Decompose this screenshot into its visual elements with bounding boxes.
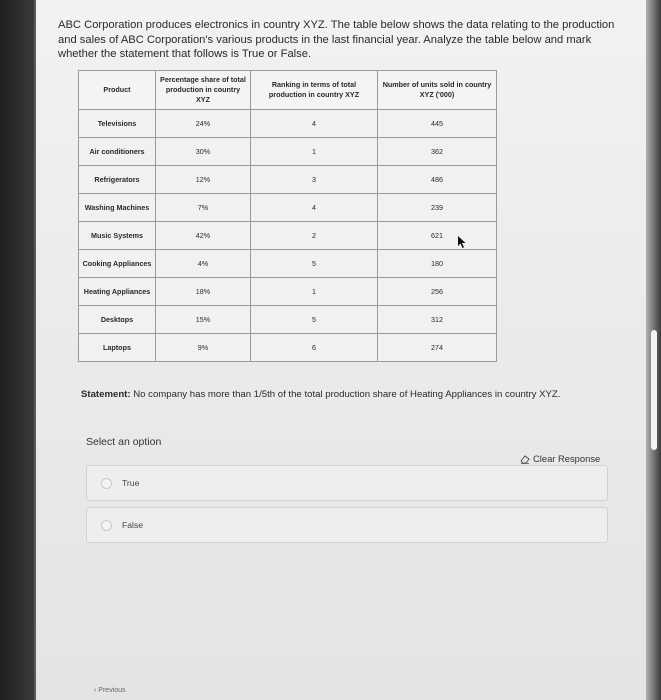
cell-units: 274 bbox=[378, 334, 497, 362]
table-row bbox=[79, 334, 497, 362]
cell-rank: 6 bbox=[251, 334, 378, 362]
cell-units: 312 bbox=[378, 306, 497, 334]
cell-product: Cooking Appliances bbox=[79, 250, 156, 278]
select-option-label: Select an option bbox=[86, 436, 162, 448]
clear-response-label: Clear Response bbox=[533, 453, 601, 464]
header-units: Number of units sold in country XYZ ('000) bbox=[378, 71, 497, 110]
dark-edge-left bbox=[0, 0, 34, 700]
table-row bbox=[79, 278, 497, 306]
statement-body: No company has more than 1/5th of the total production share of Heating Appliances in country XYZ. bbox=[133, 389, 561, 400]
table-row bbox=[79, 250, 497, 278]
clear-response-button[interactable] bbox=[520, 453, 600, 464]
cell-units: 180 bbox=[378, 250, 497, 278]
mouse-cursor-icon bbox=[458, 236, 466, 248]
previous-button[interactable] bbox=[94, 687, 126, 694]
table-row bbox=[79, 222, 497, 250]
header-share: Percentage share of total production in country XYZ bbox=[156, 71, 251, 110]
header-product: Product bbox=[79, 71, 156, 110]
cell-rank: 4 bbox=[251, 194, 378, 222]
cell-units: 362 bbox=[378, 138, 497, 166]
cell-units: 621 bbox=[378, 222, 497, 250]
cell-product: Laptops bbox=[79, 334, 156, 362]
cell-share: 12% bbox=[156, 166, 251, 194]
cell-share: 4% bbox=[156, 250, 251, 278]
cell-share: 15% bbox=[156, 306, 251, 334]
eraser-icon bbox=[520, 454, 530, 464]
cell-rank: 4 bbox=[251, 110, 378, 138]
cell-units: 239 bbox=[378, 194, 497, 222]
question-panel bbox=[36, 0, 646, 700]
cell-rank: 5 bbox=[251, 306, 378, 334]
cell-rank: 3 bbox=[251, 166, 378, 194]
question-line: and sales of ABC Corporation's various products in the last financial year. Analyze the table below and mark bbox=[58, 33, 592, 46]
radio-true[interactable] bbox=[101, 478, 112, 489]
statement-text bbox=[81, 389, 641, 400]
cell-rank: 1 bbox=[251, 138, 378, 166]
cell-product: Heating Appliances bbox=[79, 278, 156, 306]
statement-label: Statement: bbox=[81, 389, 131, 400]
cell-share: 42% bbox=[156, 222, 251, 250]
radio-false[interactable] bbox=[101, 520, 112, 531]
cell-product: Refrigerators bbox=[79, 166, 156, 194]
cell-product: Desktops bbox=[79, 306, 156, 334]
cell-share: 9% bbox=[156, 334, 251, 362]
question-line: ABC Corporation produces electronics in country XYZ. The table below shows the data relating to the production bbox=[58, 19, 615, 31]
table-header-row bbox=[79, 71, 497, 110]
cell-share: 30% bbox=[156, 138, 251, 166]
table-row bbox=[79, 194, 497, 222]
option-false[interactable] bbox=[86, 507, 608, 543]
header-rank: Ranking in terms of total production in country XYZ bbox=[251, 71, 378, 110]
cell-units: 445 bbox=[378, 110, 497, 138]
option-true[interactable] bbox=[86, 465, 608, 501]
option-label: True bbox=[122, 478, 140, 488]
chevron-left-icon: ‹ bbox=[94, 687, 97, 694]
cell-product: Televisions bbox=[79, 110, 156, 138]
cell-rank: 2 bbox=[251, 222, 378, 250]
cell-share: 18% bbox=[156, 278, 251, 306]
question-text bbox=[58, 18, 618, 62]
question-line: whether the statement that follows is True or False. bbox=[58, 48, 312, 60]
table-row bbox=[79, 110, 497, 138]
table-row bbox=[79, 138, 497, 166]
data-table bbox=[78, 70, 497, 362]
cell-units: 486 bbox=[378, 166, 497, 194]
option-label: False bbox=[122, 520, 144, 530]
scrollbar[interactable] bbox=[651, 330, 657, 450]
cell-product: Music Systems bbox=[79, 222, 156, 250]
cell-rank: 5 bbox=[251, 250, 378, 278]
cell-share: 24% bbox=[156, 110, 251, 138]
table-row bbox=[79, 306, 497, 334]
cell-rank: 1 bbox=[251, 278, 378, 306]
previous-label: Previous bbox=[98, 687, 126, 694]
cell-product: Washing Machines bbox=[79, 194, 156, 222]
table-row bbox=[79, 166, 497, 194]
cell-units: 256 bbox=[378, 278, 497, 306]
cell-product: Air conditioners bbox=[79, 138, 156, 166]
cell-share: 7% bbox=[156, 194, 251, 222]
